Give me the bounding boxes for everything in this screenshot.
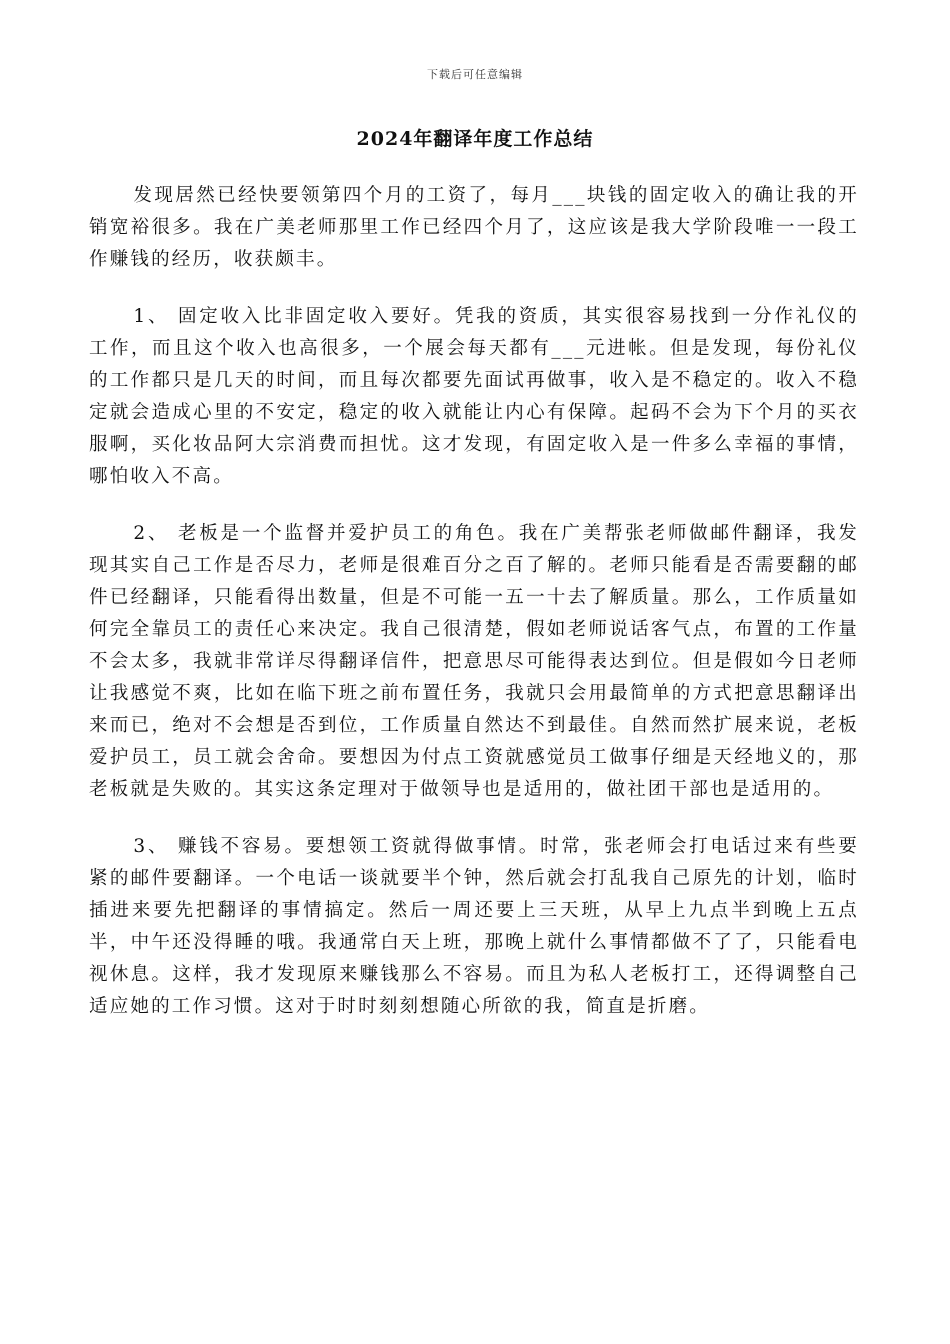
paragraph-point-3: 3、 赚钱不容易。要想领工资就得做事情。时常，张老师会打电话过来有些要紧的邮件要翻译。一个电话一谈就要半个钟，然后就会打乱我自己原先的计划，临时插进来要先把翻译的事情搞定。然后一周还要上三天班，从早上九点半到晚上五点半，中午还没得睡的哦。我通常白天上班，那晚上就什么事情都做不了了，只能看电视休息。这样，我才发现原来赚钱那么不容易。而且为私人老板打工，还得调整自己适应她的工作习惯。这对于时时刻刻想随心所欲的我，简直是折磨。 — [89, 836, 859, 1017]
document-title: 2024年翻译年度工作总结 — [356, 128, 594, 150]
paragraph-intro: 发现居然已经快要领第四个月的工资了，每月___块钱的固定收入的确让我的开销宽裕很多。我在广美老师那里工作已经四个月了，这应该是我大学阶段唯一一段工作赚钱的经历，收获颇丰。 — [89, 185, 859, 270]
paragraph-point-1: 1、 固定收入比非固定收入要好。凭我的资质，其实很容易找到一分作礼仪的工作，而且这个收入也高很多，一个展会每天都有___元进帐。但是发现，每份礼仪的工作都只是几天的时间，而且每次都要先面试再做事，收入是不稳定的。收入不稳定就会造成心里的不安定，稳定的收入就能让内心有保障。起码不会为下个月的买衣服啊，买化妆品阿大宗消费而担忧。这才发现，有固定收入是一件多么幸福的事情，哪怕收入不高。 — [89, 306, 859, 487]
document-body — [89, 180, 859, 1023]
header-note: 下载后可任意编辑 — [427, 68, 523, 81]
paragraph-point-2: 2、 老板是一个监督并爱护员工的角色。我在广美帮张老师做邮件翻译，我发现其实自己工作是否尽力，老师是很难百分之百了解的。老师只能看是否需要翻的邮件已经翻译，只能看得出数量，但是不可能一五一十去了解质量。那么，工作质量如何完全靠员工的责任心来决定。我自己很清楚，假如老师说话客气点，布置的工作量不会太多，我就非常详尽得翻译信件，把意思尽可能得表达到位。但是假如今日老师让我感觉不爽，比如在临下班之前布置任务，我就只会用最简单的方式把意思翻译出来而已，绝对不会想是否到位，工作质量自然达不到最佳。自然而然扩展来说，老板爱护员工，员工就会舍命。要想因为付点工资就感觉员工做事仔细是天经地义的，那老板就是失败的。其实这条定理对于做领导也是适用的，做社团干部也是适用的。 — [89, 523, 859, 800]
